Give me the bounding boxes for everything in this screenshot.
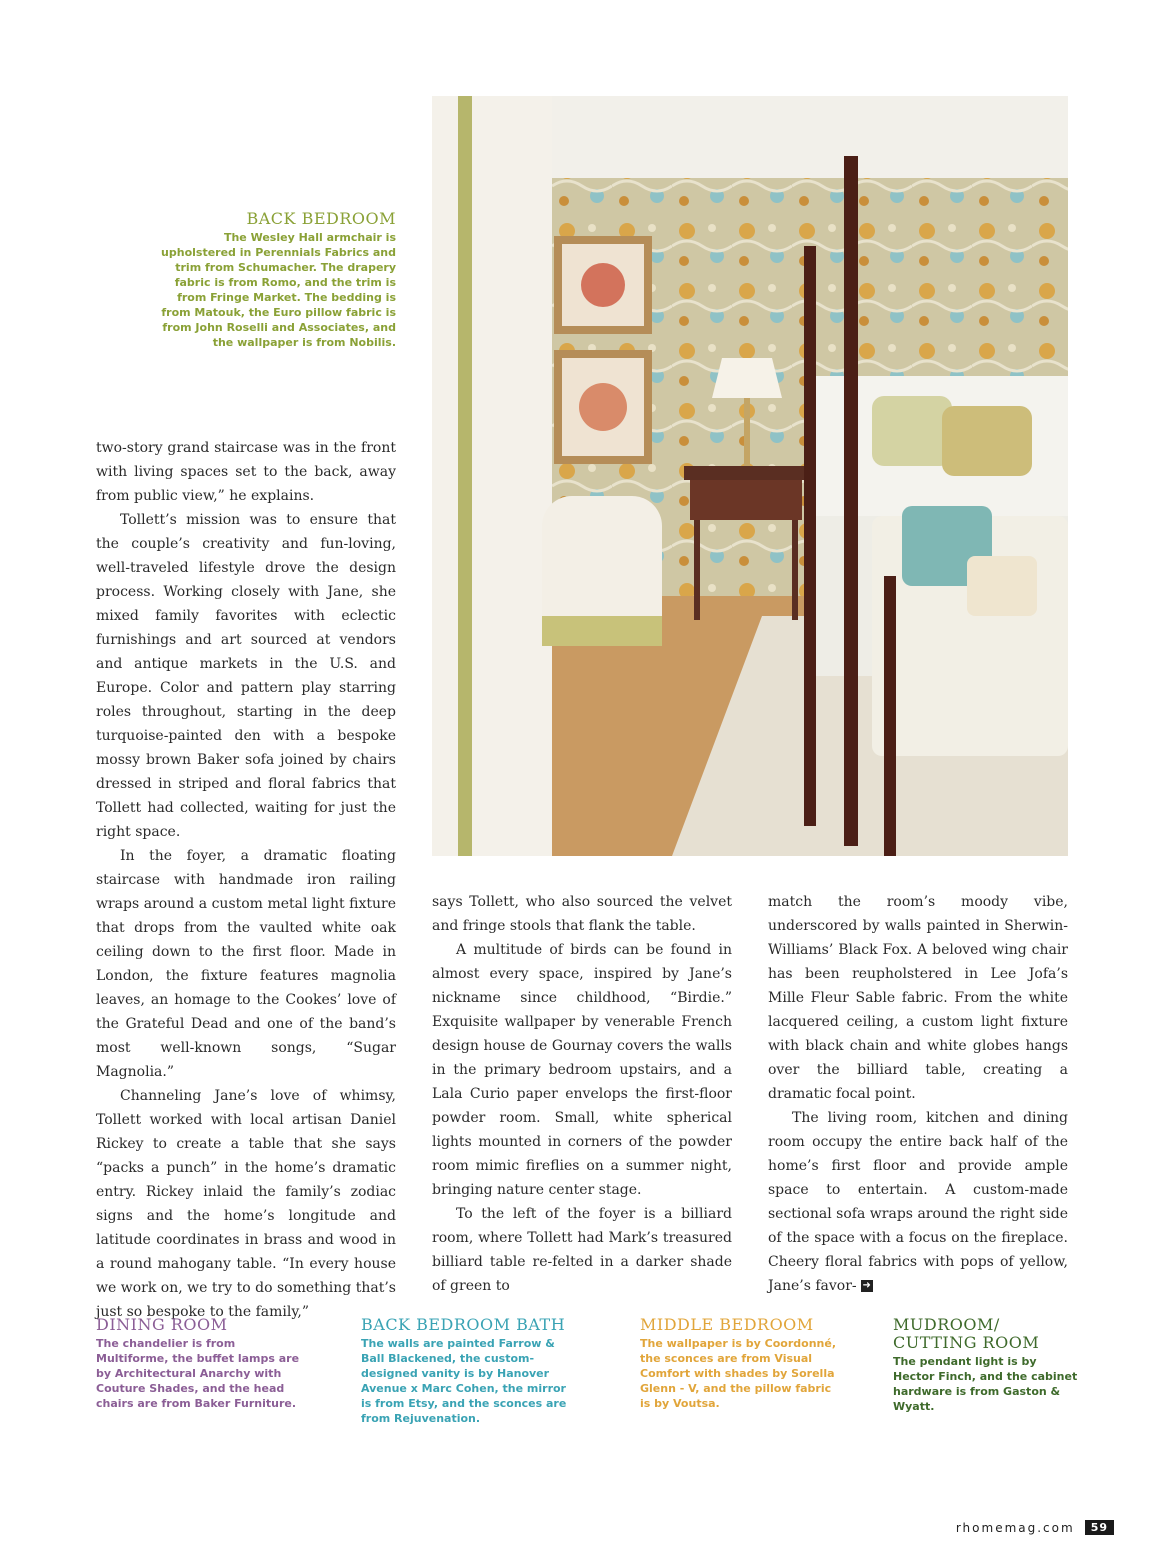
caption-dining-room	[96, 1316, 311, 1411]
paragraph: two-story grand staircase was in the front with living spaces set to the back, away from public view,” he explains.	[96, 440, 396, 504]
paragraph-text: The living room, kitchen and dining room occupy the entire back half of the home’s first floor and provide ample space to entertain. A custom-made sectional sofa wraps around the right side of the space with a focus on the fireplace. Cheery floral fabrics with pops of yellow, Jane’s favor-	[768, 1110, 1068, 1294]
paragraph-with-arrow	[768, 1106, 1068, 1298]
top-caption-body: The Wesley Hall armchair is upholstered in Perennials Fabrics and trim from Schumacher. The drapery fabric is from Romo, and the trim is from Fringe Market. The bedding is from Matouk, the Euro pillow fabric is from John Roselli and Associates, and the wallpaper is from Nobilis.	[161, 231, 396, 349]
continue-arrow-icon: ➜	[862, 1280, 871, 1291]
caption-body: The pendant light is by Hector Finch, and the cabinet hardware is from Gaston & Wyatt.	[893, 1355, 1078, 1413]
caption-body: The walls are painted Farrow & Ball Blackened, the custom-designed vanity is by Hanover Avenue x Marc Cohen, the mirror is from Etsy, and the sconces are from Rejuvenation.	[361, 1337, 567, 1425]
paragraph: To the left of the foyer is a billiard room, where Tollett had Mark’s treasured billiard table re-felted in a darker shade of green to	[432, 1206, 732, 1294]
paragraph: says Tollett, who also sourced the velvet and fringe stools that flank the table.	[432, 894, 732, 934]
top-caption-heading: BACK BEDROOM	[246, 209, 396, 228]
caption-heading: MIDDLE BEDROOM	[640, 1315, 814, 1334]
paragraph: match the room’s moody vibe, underscored by walls painted in Sherwin-Williams’ Black Fox. A beloved wing chair has been reupholstered in Lee Jofa’s Mille Fleur Sable fabric. From the white lacquered ceiling, a custom light fixture with black chain and white globes hangs over the billiard table, creating a dramatic focal point.	[768, 894, 1068, 1102]
caption-mudroom	[893, 1316, 1078, 1414]
caption-middle-bedroom	[640, 1316, 845, 1411]
page-number: 59	[1085, 1520, 1114, 1535]
site-name: rhomemag.com	[955, 1520, 1075, 1535]
caption-body: The wallpaper is by Coordonné, the sconces are from Visual Comfort with shades by Sorella Glenn - V, and the pillow fabric is by Voutsa.	[640, 1337, 837, 1410]
page-footer	[956, 1520, 1114, 1535]
article-column-3	[768, 890, 1068, 1298]
caption-heading: DINING ROOM	[96, 1315, 228, 1334]
paragraph: Tollett’s mission was to ensure that the couple’s creativity and fun-loving, well-traveled lifestyle drove the design process. Working closely with Jane, she mixed family favorites with eclectic furnishings and art sourced at vendors and antique markets in the U.S. and Europe. Color and pattern play starring roles throughout, starting in the deep turquoise-painted den with a bespoke mossy brown Baker sofa joined by chairs dressed in striped and floral fabrics that Tollett had collected, waiting for just the right space.	[96, 512, 396, 840]
article-column-1	[96, 436, 396, 1324]
bedroom-photo	[432, 96, 1068, 856]
paragraph: A multitude of birds can be found in almost every space, inspired by Jane’s nickname since childhood, “Birdie.” Exquisite wallpaper by venerable French design house de Gournay covers the walls in the primary bedroom upstairs, and a Lala Curio paper envelops the first-floor powder room. Small, white spherical lights mounted in corners of the powder room mimic fireflies on a summer night, bringing nature center stage.	[432, 942, 732, 1198]
top-caption	[150, 210, 396, 350]
paragraph: In the foyer, a dramatic floating staircase with handmade iron railing wraps around a custom metal light fixture that drops from the vaulted white oak ceiling down to the first floor. Made in London, the fixture features magnolia leaves, an homage to the Cookes’ love of the Grateful Dead and one of the band’s most well-known songs, “Sugar Magnolia.”	[96, 848, 396, 1080]
article-column-2	[432, 890, 732, 1298]
paragraph: Channeling Jane’s love of whimsy, Tollett worked with local artisan Daniel Rickey to create a table that she says “packs a punch” in the home’s dramatic entry. Rickey inlaid the family’s zodiac signs and the home’s longitude and latitude coordinates in brass and wood in a round mahogany table. “In every house we work on, we try to do something that’s just so bespoke to the family,”	[96, 1088, 396, 1320]
caption-back-bedroom-bath	[361, 1316, 576, 1426]
caption-heading: BACK BEDROOM BATH	[361, 1315, 566, 1334]
caption-body: The chandelier is from Multiforme, the buffet lamps are by Architectural Anarchy with Couture Shades, and the head chairs are from Baker Furniture.	[96, 1337, 300, 1410]
caption-heading: MUDROOM/ CUTTING ROOM	[893, 1315, 1040, 1352]
